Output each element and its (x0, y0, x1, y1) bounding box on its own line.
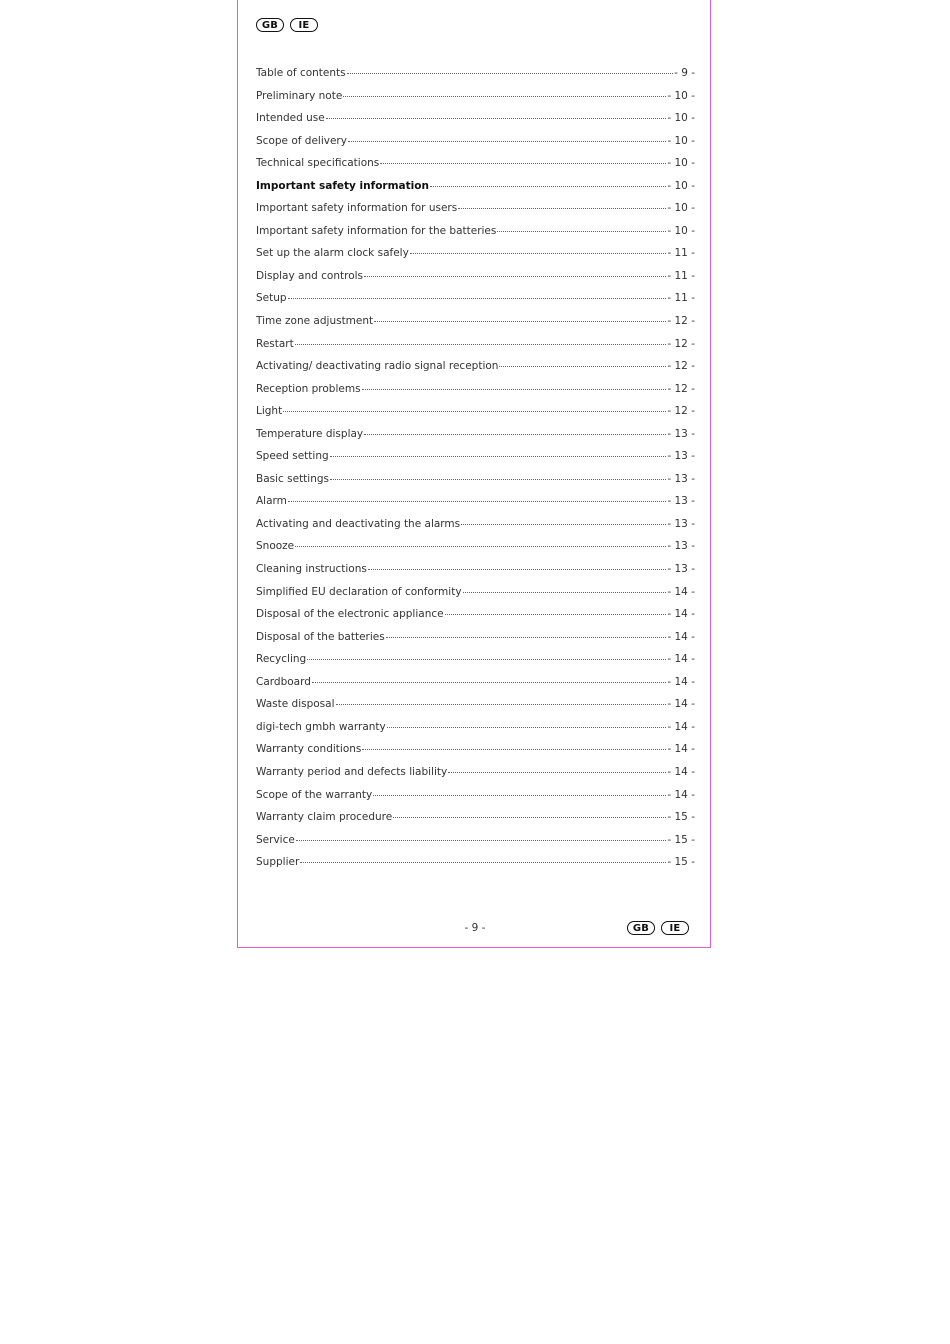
toc-dot-leader (362, 389, 667, 390)
toc-entry-page: - 10 - (667, 157, 695, 170)
language-badge-gb: GB (256, 18, 284, 32)
toc-entry[interactable] (256, 135, 695, 158)
toc-dot-leader (296, 840, 667, 841)
toc-entry-title: Disposal of the batteries (256, 630, 385, 643)
toc-dot-leader (288, 501, 666, 502)
toc-entry[interactable] (256, 518, 695, 541)
toc-entry-title: Warranty conditions (256, 743, 362, 756)
language-badge-gb: GB (627, 921, 655, 935)
toc-entry[interactable] (256, 450, 695, 473)
toc-entry[interactable] (256, 540, 695, 563)
toc-entry[interactable] (256, 225, 695, 248)
toc-entry-page: - 14 - (667, 788, 695, 801)
toc-entry-page: - 11 - (667, 247, 695, 260)
toc-entry-title: Supplier (256, 856, 300, 869)
toc-dot-leader (362, 749, 666, 750)
toc-entry-title: Important safety information (256, 179, 429, 192)
toc-entry-page: - 15 - (667, 833, 695, 846)
toc-entry-page: - 11 - (667, 269, 695, 282)
toc-entry[interactable] (256, 202, 695, 225)
toc-dot-leader (343, 96, 666, 97)
toc-entry[interactable] (256, 270, 695, 293)
toc-entry-title: Table of contents (256, 67, 346, 79)
toc-entry[interactable] (256, 653, 695, 676)
toc-dot-leader (380, 163, 666, 164)
toc-entry-page: - 10 - (667, 112, 695, 125)
toc-entry[interactable] (256, 90, 695, 113)
toc-dot-leader (330, 456, 667, 457)
toc-dot-leader (295, 546, 666, 547)
toc-entry[interactable] (256, 428, 695, 451)
toc-entry-title: Simplified EU declaration of conformity (256, 585, 462, 598)
toc-entry-title: Display and controls (256, 269, 363, 282)
toc-dot-leader (347, 73, 673, 74)
toc-entry-page: - 10 - (667, 224, 695, 237)
toc-dot-leader (458, 208, 666, 209)
toc-dot-leader (295, 344, 667, 345)
toc-entry-title: Setup (256, 292, 287, 305)
toc-entry-title: Recycling (256, 653, 307, 666)
toc-entry[interactable] (256, 766, 695, 789)
toc-entry-page: - 14 - (667, 698, 695, 711)
toc-entry-page: - 15 - (667, 811, 695, 824)
toc-entry[interactable] (256, 698, 695, 721)
toc-entry-title: Scope of the warranty (256, 788, 373, 801)
toc-dot-leader (430, 186, 666, 187)
toc-entry-title: digi-tech gmbh warranty (256, 720, 386, 733)
toc-dot-leader (387, 727, 667, 728)
toc-dot-leader (336, 704, 667, 705)
toc-entry-title: Important safety information for users (256, 202, 458, 215)
toc-entry-page: - 9 - (674, 67, 695, 79)
toc-entry[interactable] (256, 405, 695, 428)
toc-entry-page: - 10 - (667, 134, 695, 147)
toc-dot-leader (326, 118, 667, 119)
toc-entry[interactable] (256, 631, 695, 654)
toc-entry-title: Scope of delivery (256, 134, 347, 147)
toc-entry-page: - 14 - (667, 630, 695, 643)
toc-dot-leader (374, 321, 666, 322)
toc-entry-title: Light (256, 405, 283, 418)
toc-entry-page: - 10 - (667, 179, 695, 192)
toc-entry[interactable] (256, 676, 695, 699)
toc-entry-page: - 14 - (667, 608, 695, 621)
toc-entry[interactable] (256, 383, 695, 406)
toc-dot-leader (386, 637, 667, 638)
toc-entry[interactable] (256, 112, 695, 135)
toc-entry-title: Temperature display (256, 427, 364, 440)
toc-dot-leader (497, 231, 666, 232)
toc-entry[interactable] (256, 315, 695, 338)
toc-entry-page: - 11 - (667, 292, 695, 305)
toc-entry-title: Warranty claim procedure (256, 811, 393, 824)
toc-entry[interactable] (256, 834, 695, 857)
toc-dot-leader (393, 817, 666, 818)
toc-entry-title: Activating/ deactivating radio signal reception (256, 360, 499, 373)
toc-dot-leader (448, 772, 666, 773)
document-page (237, 0, 711, 948)
toc-entry-title: Activating and deactivating the alarms (256, 517, 461, 530)
toc-entry-title: Alarm (256, 495, 287, 508)
toc-entry-page: - 13 - (667, 540, 695, 553)
toc-entry[interactable] (256, 247, 695, 270)
toc-entry[interactable] (256, 338, 695, 361)
footer-language-badges (627, 921, 689, 935)
toc-entry-page: - 14 - (667, 675, 695, 688)
toc-entry-title: Preliminary note (256, 89, 343, 102)
toc-dot-leader (312, 682, 666, 683)
toc-entry-title: Restart (256, 337, 294, 350)
toc-dot-leader (364, 434, 666, 435)
toc-entry-page: - 15 - (667, 856, 695, 869)
toc-entry-page: - 13 - (667, 450, 695, 463)
toc-entry-title: Cleaning instructions (256, 563, 367, 576)
toc-entry-page: - 13 - (667, 495, 695, 508)
toc-entry-page: - 14 - (667, 743, 695, 756)
toc-entry-title: Set up the alarm clock safely (256, 247, 409, 260)
toc-entry[interactable] (256, 563, 695, 586)
toc-entry-page: - 12 - (667, 405, 695, 418)
toc-dot-leader (364, 276, 666, 277)
toc-entry-page: - 10 - (667, 202, 695, 215)
toc-entry-page: - 14 - (667, 585, 695, 598)
toc-entry-title: Time zone adjustment (256, 315, 374, 328)
toc-entry-title: Technical specifications (256, 157, 380, 170)
toc-dot-leader (307, 659, 666, 660)
toc-entry-title: Disposal of the electronic appliance (256, 608, 444, 621)
toc-entry-title: Waste disposal (256, 698, 335, 711)
toc-entry[interactable] (256, 157, 695, 180)
toc-dot-leader (461, 524, 666, 525)
page-number: - 9 - (464, 922, 486, 934)
toc-entry[interactable] (256, 608, 695, 631)
toc-dot-leader (499, 366, 666, 367)
toc-dot-leader (288, 298, 667, 299)
toc-entry[interactable] (256, 180, 695, 203)
toc-entry-title: Basic settings (256, 472, 330, 485)
toc-entry[interactable] (256, 856, 695, 879)
toc-entry-page: - 12 - (667, 337, 695, 350)
toc-entry-page: - 12 - (667, 382, 695, 395)
toc-dot-leader (348, 141, 666, 142)
toc-entry[interactable] (256, 495, 695, 518)
toc-dot-leader (373, 795, 666, 796)
toc-entry[interactable] (256, 721, 695, 744)
toc-entry[interactable] (256, 360, 695, 383)
header-language-badges (256, 18, 318, 32)
toc-entry[interactable] (256, 743, 695, 766)
toc-entry-title: Reception problems (256, 382, 361, 395)
toc-entry[interactable] (256, 789, 695, 812)
toc-entry-page: - 14 - (667, 720, 695, 733)
toc-entry-page: - 14 - (667, 653, 695, 666)
toc-entry-title: Snooze (256, 540, 295, 553)
toc-dot-leader (283, 411, 666, 412)
toc-dot-leader (368, 569, 667, 570)
toc-dot-leader (300, 862, 666, 863)
table-of-contents (256, 67, 695, 879)
language-badge-ie: IE (661, 921, 689, 935)
toc-entry[interactable] (256, 586, 695, 609)
toc-entry[interactable] (256, 67, 695, 90)
toc-entry-page: - 13 - (667, 472, 695, 485)
toc-dot-leader (330, 479, 666, 480)
toc-dot-leader (463, 592, 667, 593)
toc-dot-leader (445, 614, 667, 615)
toc-entry-title: Important safety information for the batteries (256, 224, 497, 237)
toc-entry-page: - 13 - (667, 563, 695, 576)
toc-entry[interactable] (256, 811, 695, 834)
toc-entry-title: Warranty period and defects liability (256, 765, 448, 778)
toc-entry-title: Intended use (256, 112, 325, 125)
language-badge-ie: IE (290, 18, 318, 32)
toc-entry[interactable] (256, 292, 695, 315)
toc-entry[interactable] (256, 473, 695, 496)
toc-entry-page: - 10 - (667, 89, 695, 102)
toc-entry-title: Cardboard (256, 675, 311, 688)
toc-dot-leader (410, 253, 667, 254)
toc-entry-page: - 14 - (667, 765, 695, 778)
toc-entry-title: Service (256, 833, 295, 846)
toc-entry-title: Speed setting (256, 450, 329, 463)
toc-entry-page: - 12 - (667, 360, 695, 373)
toc-entry-page: - 12 - (667, 315, 695, 328)
toc-entry-page: - 13 - (667, 517, 695, 530)
toc-entry-page: - 13 - (667, 427, 695, 440)
